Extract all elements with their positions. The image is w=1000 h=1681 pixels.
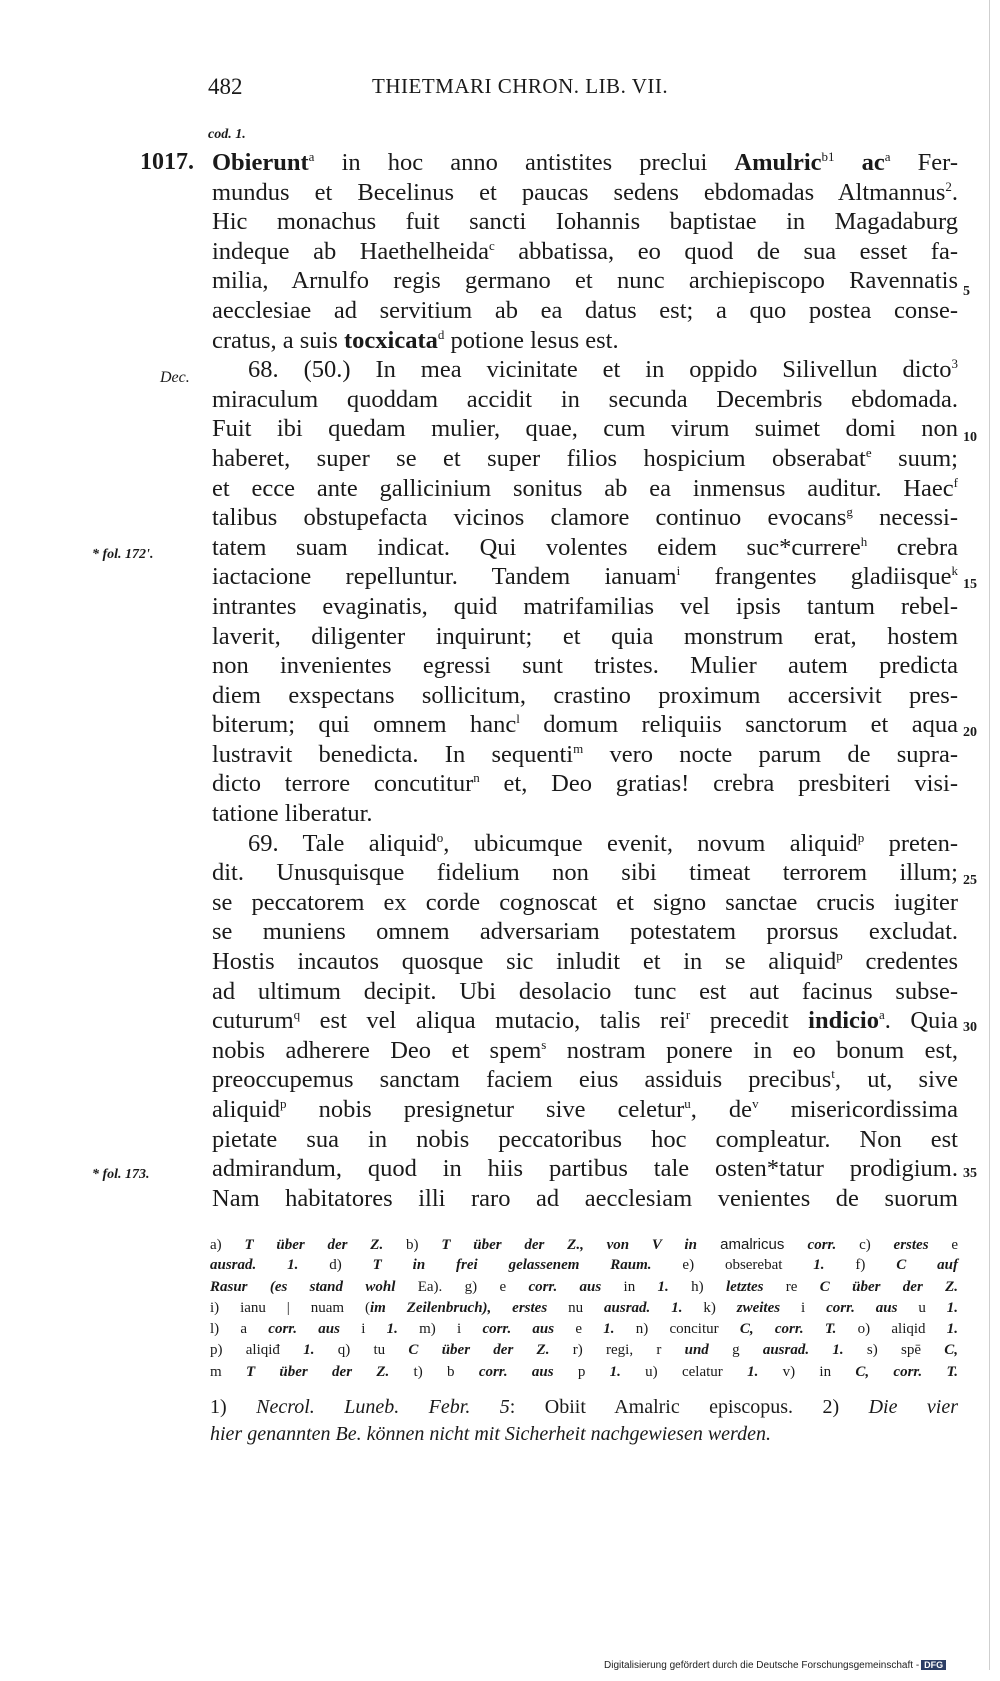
text-line: 68. (50.) In mea vicinitate et in oppido Silivellun dicto$^3$ — [248, 356, 958, 384]
scan-edge-rule — [989, 0, 990, 1670]
text-line: se muniens omnem adversariam potestatem prorsus excludat. — [212, 918, 958, 946]
text-line: intrantes evaginatis, quid matrifamilias vel ipsis tantum rebel- — [212, 592, 958, 620]
text-line: preoccupemus sanctam faciem eius assiduis precibus$^t$, ut, sive — [212, 1066, 959, 1094]
line-number: 15 — [963, 577, 977, 592]
text-line: cuturum$^q$ est vel aliqua mutacio, talis rei$^r$ precedit indicio$^a$. Quia — [212, 1007, 958, 1035]
line-number: 35 — [963, 1166, 977, 1181]
text-line: nobis adherere Deo et spem$^s$ nostram ponere in eo bonum est, — [212, 1036, 958, 1064]
text-line: mundus et Becelinus et paucas sedens ebdomadas Altmannus$^2$. — [212, 178, 958, 206]
text-line: Fuit ibi quedam mulier, quae, cum virum suimet domi non — [212, 415, 958, 443]
apparatus-line: Rasur (es stand wohl Ea). g) e corr. aus in 1. h) letztes re C über der Z. — [210, 1278, 959, 1295]
text-line: Hostis incautos quosque sic inludit et in se aliquid$^p$ credentes — [212, 948, 958, 976]
margin-year: 1017. — [140, 149, 194, 175]
text-line: biterum; qui omnem hanc$^l$ domum reliquiis sanctorum et aqua — [212, 711, 958, 739]
apparatus-line: i) ianu | nuam (im Zeilenbruch), erstes nu ausrad. 1. k) zweites i corr. aus u 1. — [210, 1299, 959, 1316]
text-line: tatem suam indicat. Qui volentes eidem suc*currere$^h$ crebra — [212, 533, 958, 561]
text-line: indeque ab Haethelheida$^c$ abbatissa, eo quod de sua esset fa- — [212, 237, 958, 265]
text-line: talibus obstupefacta vicinos clamore continuo evocans$^g$ necessi- — [212, 504, 958, 532]
text-line: iactacione repelluntur. Tandem ianuam$^i$ frangentes gladiisque$^k$ — [212, 563, 958, 591]
text-line: aliquid$^p$ nobis presignetur sive celetur$^u$, $de^v$ misericordissima — [212, 1096, 959, 1123]
text-line: lustravit benedicta. In sequenti$^m$ vero nocte parum de supra- — [212, 740, 958, 768]
margin-folio: * fol. 173. — [92, 1167, 150, 1182]
line-number: 5 — [963, 284, 970, 299]
text-line: laverit, diligenter inquirunt; et quia monstrum erat, hostem — [212, 622, 958, 650]
apparatus-line: ausrad. 1. d) T in frei gelassenem Raum. e) obserebat 1. f) C auf — [210, 1257, 958, 1274]
margin-folio: * fol. 172'. — [92, 547, 154, 562]
text-line: Nam habitatores illi raro ad aecclesiam venientes de suorum — [212, 1184, 958, 1212]
text-line: tatione liberatur. — [212, 800, 373, 828]
codex-note: cod. 1. — [208, 127, 246, 142]
page-number: 482 — [208, 74, 243, 99]
text-line: admirandum, quod in hiis partibus tale osten*tatur prodigium. — [212, 1155, 958, 1183]
text-line: diem exspectans sollicitum, crastino proximum accersivit pres- — [212, 681, 958, 709]
digitization-text: Digitalisierung gefördert durch die Deutsche Forschungsgemeinschaft - — [604, 1660, 920, 1671]
text-line: milia, Arnulfo regis germano et nunc archiepiscopo Ravennatis — [212, 267, 958, 295]
apparatus-line: a) T über der Z. b) T über der Z., von V in amalricus corr. c) erstes e — [210, 1236, 958, 1253]
text-line: se peccatorem ex corde cognoscat et signo sanctae crucis iugiter — [212, 888, 958, 916]
text-line: non invenientes egressi sunt tristes. Mulier autem predicta — [212, 652, 958, 680]
page-header — [208, 74, 960, 108]
text-line: et ecce ante gallicinium sonitus ab ea inmensus auditur. Haec$^f$ — [212, 474, 958, 502]
text-line: ad ultimum decipit. Ubi desolacio tunc est aut facinus subse- — [212, 977, 958, 1005]
margin-month: Dec. — [160, 369, 190, 386]
text-line: miraculum quoddam accidit in secunda Decembris ebdomada. — [212, 385, 958, 413]
apparatus-line: l) a corr. aus i 1. m) i corr. aus e 1. n) concitur C, corr. T. o) aliqid 1. — [210, 1321, 959, 1338]
text-line: haberet, super se et super filios hospicium obserabat$^e$ suum; — [212, 444, 958, 472]
text-line: dicto terrore concutitur$^n$ et, Deo gratias! crebra presbiteri visi- — [212, 770, 958, 798]
footnote-line: 1) Necrol. Luneb. Febr. 5: Obiit Amalric episcopus. 2) Die vier — [210, 1396, 958, 1418]
apparatus-line: p) aliqiđ 1. q) tu C über der Z. r) regi, r und g ausrad. 1. s) spē C, — [210, 1342, 959, 1359]
text-line: 69. Tale aliquid$^o$, ubicumque evenit, novum aliquid$^p$ preten- — [248, 829, 959, 857]
line-number: 10 — [963, 430, 977, 445]
apparatus-line: m T über der Z. t) b corr. aus p 1. u) celatur 1. v) in C, corr. T. — [210, 1363, 959, 1380]
digitization-credit — [604, 1660, 946, 1671]
text-line: cratus, a suis tocxicata$^d$ potione lesus est. — [212, 326, 619, 354]
line-number: 20 — [963, 725, 977, 740]
footnotes — [210, 1394, 958, 1448]
text-line: Hic monachus fuit sancti Iohannis baptistae in Magadaburg — [212, 208, 958, 236]
running-title: THIETMARI CHRON. LIB. VII. — [372, 74, 669, 98]
text-line: dit. Unusquisque fidelium non sibi timeat terrorem illum; — [212, 859, 958, 887]
line-number: 25 — [963, 873, 977, 888]
text-line: Obierunt$^a$ in hoc anno antistites preclui Amulric$^{b1}$ $ac^a$ Fer- — [212, 149, 959, 176]
dfg-logo: DFG — [921, 1660, 946, 1670]
footnote-line: hier genannten Be. können nicht mit Sicherheit nachgewiesen werden. — [210, 1423, 771, 1445]
main-text — [212, 148, 958, 1213]
critical-apparatus — [210, 1234, 958, 1383]
line-number: 30 — [963, 1020, 977, 1035]
text-line: aecclesiae ad servitium ab ea datus est; a quo postea conse- — [212, 296, 958, 324]
text-line: pietate sua in nobis peccatoribus hoc compleatur. Non est — [212, 1125, 958, 1153]
